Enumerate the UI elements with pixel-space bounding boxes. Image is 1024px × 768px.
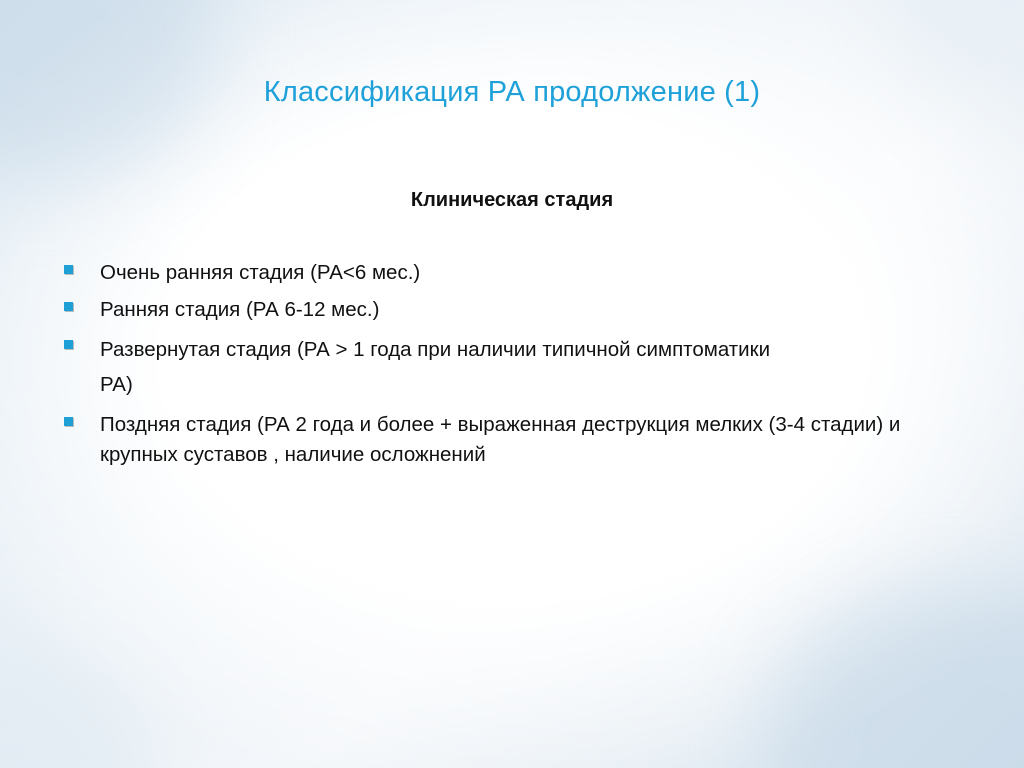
square-bullet-icon: [64, 302, 73, 311]
list-item-text: Очень ранняя стадия (РА<6 мес.): [100, 261, 421, 284]
list-item: [62, 295, 962, 325]
list-item-text: Поздняя стадия (РА 2 года и более + выраженная деструкция мелких (3-4 стадии) и крупных суставов , наличие осложнений: [100, 413, 901, 466]
square-bullet-icon: [64, 340, 73, 349]
list-item: [62, 258, 962, 288]
background-glow-bottom-right: [764, 588, 1024, 768]
list-item: [62, 332, 800, 402]
square-bullet-icon: [64, 265, 73, 274]
list-item: [62, 410, 980, 470]
slide-subtitle: Клиническая стадия: [410, 189, 614, 211]
list-item-text: Ранняя стадия (РА 6-12 мес.): [100, 298, 380, 321]
background-glow-bottom-left: [0, 648, 160, 768]
slide-title: Классификация РА продолжение (1): [263, 76, 761, 108]
bullet-list: [62, 258, 962, 477]
list-item-text: Развернутая стадия (РА > 1 года при наличии типичной симптоматики РА): [100, 338, 771, 396]
square-bullet-icon: [64, 417, 73, 426]
